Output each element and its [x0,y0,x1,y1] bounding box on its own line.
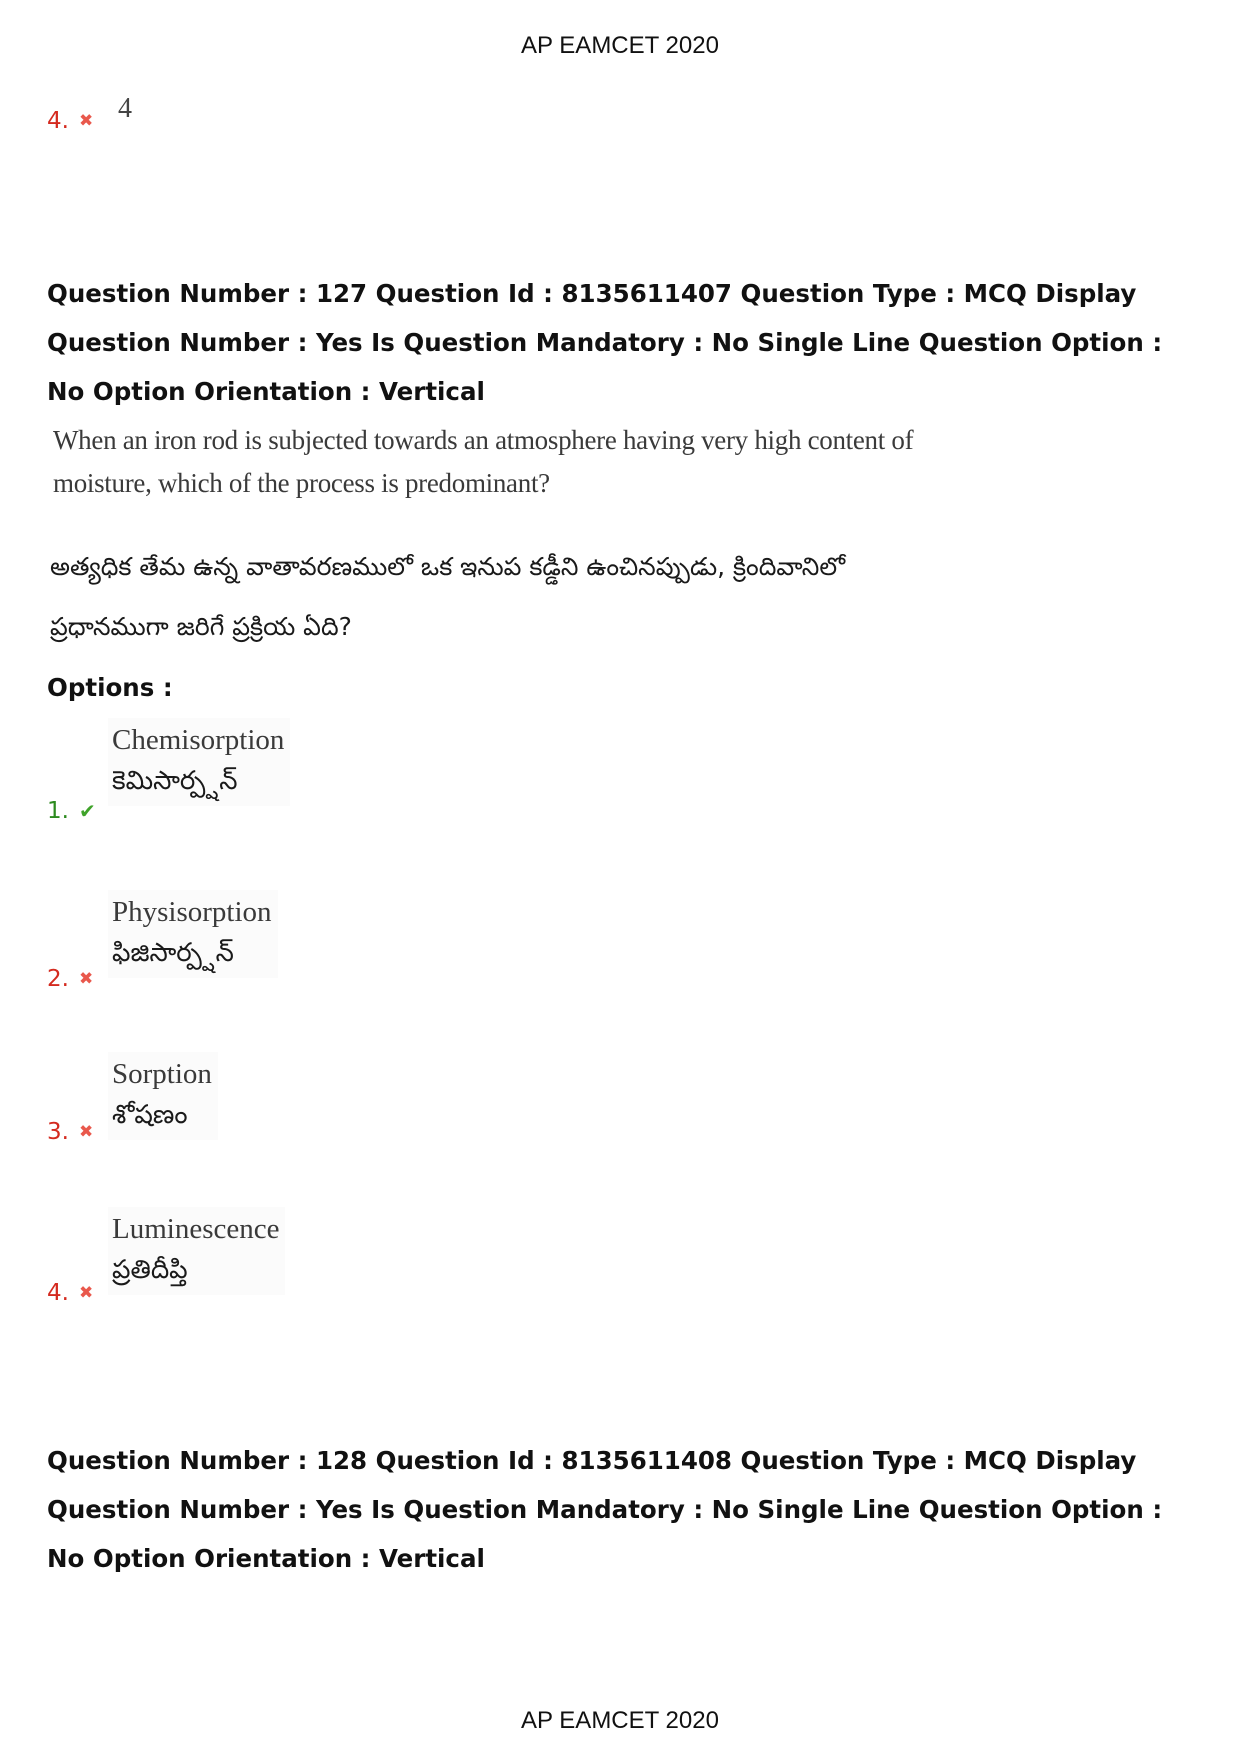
option-number: 4. ✖ [47,108,94,134]
option-number: 4. ✖ [47,1280,94,1306]
check-icon: ✔ [78,799,96,823]
page-header: AP EAMCET 2020 [521,32,719,59]
cross-icon: ✖ [78,111,94,131]
option-1-content: Chemisorption కెమిసార్ప్షన్ [108,718,290,806]
option-3-content: Sorption శోషణం [108,1052,218,1140]
option-4-content: Luminescence ప్రతిదీప్తి [108,1207,285,1295]
option-number: 3. ✖ [47,1119,94,1145]
cross-icon: ✖ [78,969,94,989]
cross-icon: ✖ [78,1283,94,1303]
option-2-content: Physisorption ఫిజిసార్ప్షన్ [108,890,278,978]
option-value: 4 [118,93,132,124]
page-footer: AP EAMCET 2020 [521,1707,719,1734]
options-label: Options : [47,673,173,702]
question-127-meta: Question Number : 127 Question Id : 8135611407 Question Type : MCQ Display Question Number : Yes Is Question Mandatory : No Single Line Question Option : No Option Orientation : Vertical [47,279,1163,406]
option-number: 1. ✔ [47,798,96,824]
option-number: 2. ✖ [47,966,94,992]
question-127-text-te: అత్యధిక తేమ ఉన్న వాతావరణములో ఒక ఇనుప కడ్డీని ఉంచినప్పుడు, క్రిందివానిలో ప్రధానముగా జరిగే ప్రక్రియ ఏది? [50,552,846,641]
question-127-text-en: When an iron rod is subjected towards an atmosphere having very high content of moisture, which of the process is predominant? [53,425,914,498]
question-128-meta: Question Number : 128 Question Id : 8135611408 Question Type : MCQ Display Question Number : Yes Is Question Mandatory : No Single Line Question Option : No Option Orientation : Vertical [47,1446,1163,1573]
cross-icon: ✖ [78,1122,94,1142]
